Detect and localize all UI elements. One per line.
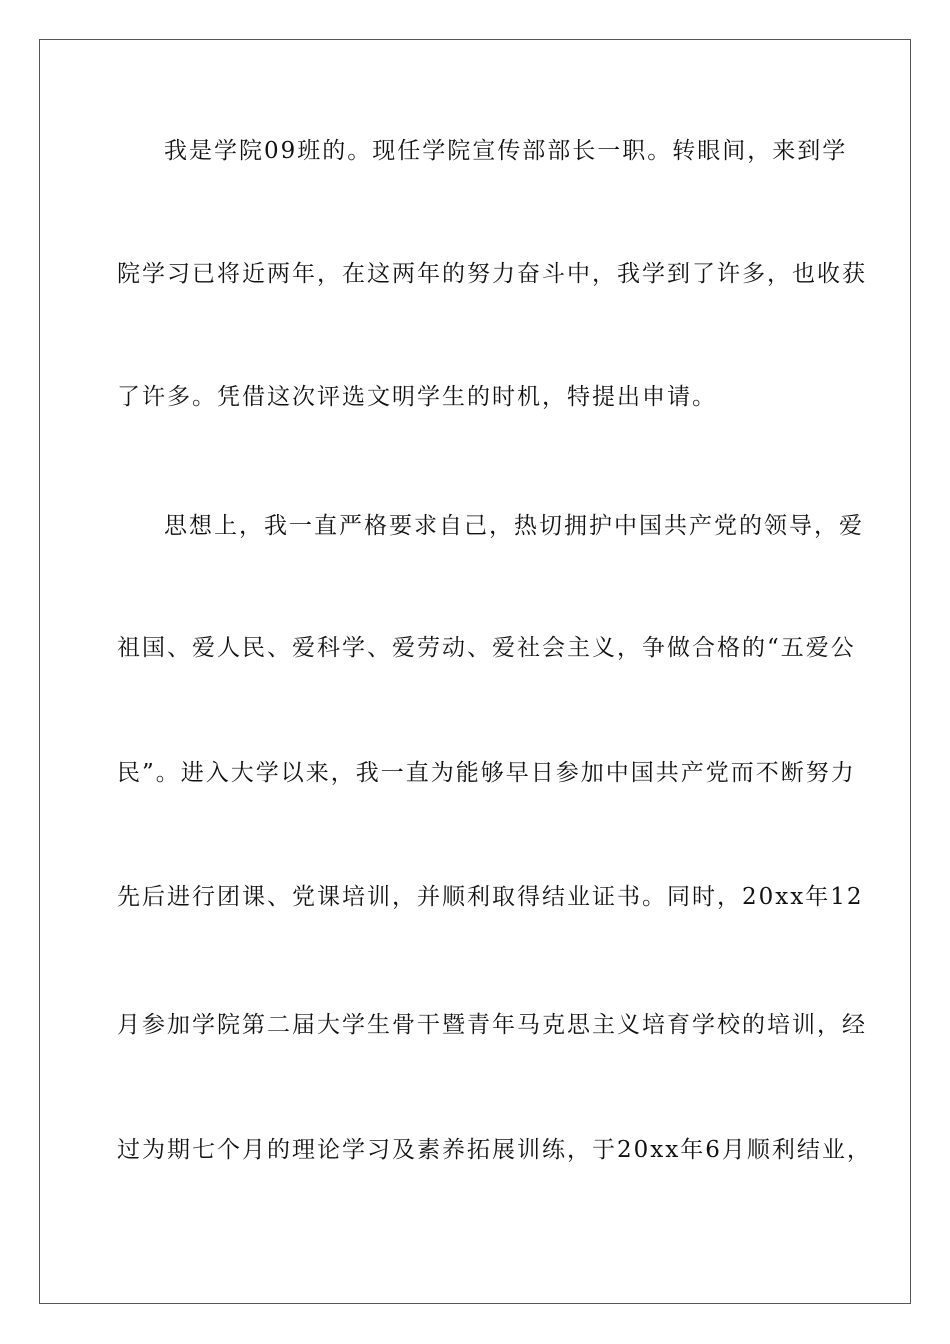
paragraph-2-line-1: 思想上，我一直严格要求自己，热切拥护中国共产党的领导，爱 — [164, 513, 864, 539]
paragraph-1-line-3: 了许多。凭借这次评选文明学生的时机，特提出申请。 — [117, 384, 717, 410]
page-border — [39, 39, 911, 1304]
paragraph-2-line-3: 民”。进入大学以来，我一直为能够早日参加中国共产党而不断努力 — [117, 760, 856, 786]
paragraph-1-line-1: 我是学院09班的。现任学院宣传部部长一职。转眼间，来到学 — [164, 138, 848, 164]
paragraph-2-line-5: 月参加学院第二届大学生骨干暨青年马克思主义培育学校的培训，经 — [117, 1012, 867, 1038]
paragraph-2-line-6: 过为期七个月的理论学习及素养拓展训练，于20xx年6月顺利结业， — [117, 1137, 872, 1163]
paragraph-2-line-4: 先后进行团课、党课培训，并顺利取得结业证书。同时，20xx年12 — [117, 884, 864, 910]
paragraph-1-line-2: 院学习已将近两年，在这两年的努力奋斗中，我学到了许多，也收获 — [117, 261, 867, 287]
paragraph-2-line-2: 祖国、爱人民、爱科学、爱劳动、爱社会主义，争做合格的“五爱公 — [117, 635, 856, 661]
